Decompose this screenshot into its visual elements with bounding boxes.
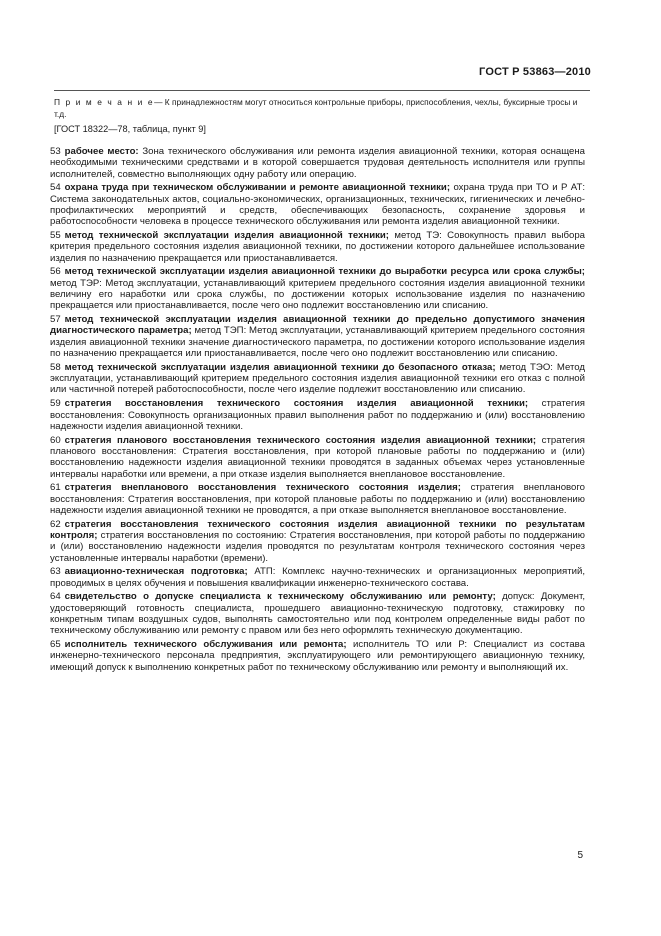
term-number: 58 xyxy=(50,361,61,373)
term-title: стратегия восстановления технического состояния изделия авиационной техники по результатам контроля; xyxy=(50,518,585,541)
term-definition: стратегия внепланового восстановления: Стратегия восстановления, при которой плановые работы по поддержанию и (или) восстановлению надежности изделия авиационной техники не проводятся, а при отказе выполняется внеплановое восстановление. xyxy=(50,482,586,516)
term-number: 56 xyxy=(50,266,61,278)
document-id: ГОСТ Р 53863—2010 xyxy=(479,66,591,78)
term-number: 64 xyxy=(50,591,61,603)
page-number: 5 xyxy=(577,850,583,861)
term-entry xyxy=(50,519,585,564)
term-title: охрана труда при техническом обслуживании и ремонте авиационной техники; xyxy=(64,182,451,194)
term-number: 54 xyxy=(50,182,61,194)
term-title: авиационно-техническая подготовка; xyxy=(64,566,248,578)
term-title: метод технической эксплуатации изделия авиационной техники; xyxy=(64,230,389,242)
term-definition: Зона технического обслуживания или ремонта изделия авиационной техники, которая оснащена необходимыми техническими средствами и в которой совершается трудовая деятельность исполнителя или группы исполнителей, совместно выполняющих одну работу или операцию. xyxy=(50,146,586,180)
term-entry xyxy=(50,230,585,264)
term-title: метод технической эксплуатации изделия авиационной техники до выработки ресурса или срока службы; xyxy=(64,266,585,278)
term-number: 57 xyxy=(50,314,61,326)
term-title: стратегия планового восстановления технического состояния изделия авиационной техники; xyxy=(64,434,537,446)
note-text xyxy=(54,97,590,121)
term-number: 65 xyxy=(50,639,61,651)
term-definition: метод ТЭ: Совокупность правил выбора критерия предельного состояния изделия авиационной техники, по достижении которого дальнейшее использование изделия по назначению прекращается или приостанавливается. xyxy=(50,230,585,264)
term-definition: стратегия восстановления по состоянию: Стратегия восстановления, при которой работы по поддержанию и (или) восстановлению надежности изделия проводятся по результатам контроля технического состояния через установленные интервалы наработки (времени). xyxy=(50,530,585,564)
note-label: П р и м е ч а н и е xyxy=(54,97,155,107)
term-entry xyxy=(50,591,585,636)
term-title: метод технической эксплуатации изделия авиационной техники до предельно допустимого значения диагностического параметра; xyxy=(50,314,585,337)
term-definition: АТП: Комплекс научно-технических и организационных мероприятий, проводимых в целях обучения и повышения квалификации инженерно-технического состава. xyxy=(50,566,585,589)
term-title: стратегия восстановления технического состояния изделия авиационной техники; xyxy=(64,398,529,410)
term-title: стратегия внепланового восстановления технического состояния изделия; xyxy=(64,482,461,494)
term-definition: метод ТЭО: Метод эксплуатации, устанавливающий критерием предельного состояния изделия авиационной техники его отказ с полной или частичной потерей работоспособности, после чего изделие подлежит восстановлению или списанию. xyxy=(50,361,585,396)
term-entry xyxy=(50,182,585,227)
term-title: рабочее место: xyxy=(64,146,139,157)
term-definition: охрана труда при ТО и Р АТ: Система законодательных актов, социально-экономических, организационных, технических, гигиенических и лечебно-профилактических мероприятий и средств, обеспечивающих безопасность, сохранение здоровья и работоспособности человека в процессе технического обслуживания или ремонта изделия авиационной техники. xyxy=(50,182,585,228)
term-number: 61 xyxy=(50,482,61,494)
terms-list xyxy=(50,146,585,676)
note-body: — К принадлежностям могут относиться контрольные приборы, приспособления, чехлы, буксирные тросы и т.д. xyxy=(54,97,578,119)
term-definition: стратегия восстановления: Совокупность организационных правил выполнения работ по поддержанию и (или) восстановлению надежности изделия авиационной техники. xyxy=(50,398,585,432)
note-block xyxy=(54,90,590,135)
term-entry xyxy=(50,398,585,432)
term-entry xyxy=(50,146,585,180)
term-number: 59 xyxy=(50,398,61,410)
term-entry xyxy=(50,266,585,311)
term-entry xyxy=(50,362,585,396)
term-definition: метод ТЭП: Метод эксплуатации, устанавливающий критерием предельного состояния изделия авиационной техники значение диагностического параметра, по достижении которого использование изделия по назначению прекращается или приостанавливается, после чего оно подлежит восстановлению или списанию. xyxy=(50,325,585,360)
term-entry xyxy=(50,435,585,480)
term-title: метод технической эксплуатации изделия авиационной техники до безопасного отказа; xyxy=(64,361,496,373)
term-definition: стратегия планового восстановления: Стратегия восстановления, при которой плановые работы по поддержанию и (или) восстановлению надежности изделия авиационной техники проводятся в заданных объемах через установленные интервалы наработки или времени, а при отказе изделия выполняется внеплановое восстановление. xyxy=(50,434,585,480)
term-definition: метод ТЭР: Метод эксплуатации, устанавливающий критерием предельного состояния изделия авиационной техники величину его наработки или срока службы, по достижении которых использование изделия по назначению прекращается или приостанавливается, после чего оно подлежит восстановлению или списанию. xyxy=(50,277,585,312)
term-entry xyxy=(50,639,585,673)
note-source-reference: [ГОСТ 18322—78, таблица, пункт 9] xyxy=(54,123,206,134)
term-entry xyxy=(50,566,585,589)
term-entry xyxy=(50,314,585,359)
term-definition: допуск: Документ, удостоверяющий готовность специалиста, прошедшего авиационно-техническую подготовку, стажировку по конкретным типам воздушных судов, выполнять самостоятельно или под контролем определенные виды работ по техническому обслуживанию или ремонту с правом или без него оформлять техническую документацию. xyxy=(50,591,585,637)
term-number: 55 xyxy=(50,230,61,242)
term-number: 53 xyxy=(50,146,61,157)
term-entry xyxy=(50,482,585,516)
term-number: 60 xyxy=(50,434,61,446)
term-definition: исполнитель ТО или Р: Специалист из состава инженерно-технического персонала предприятия, эксплуатирующего или ремонтирующего авиационную технику, имеющий допуск к выполнению конкретных работ по техническому обслуживанию или ремонту и выполняющий их. xyxy=(50,639,585,673)
term-number: 63 xyxy=(50,566,61,578)
term-title: свидетельство о допуске специалиста к техническому обслуживанию или ремонту; xyxy=(64,591,496,603)
term-title: исполнитель технического обслуживания или ремонта; xyxy=(64,639,347,651)
term-number: 62 xyxy=(50,518,61,530)
